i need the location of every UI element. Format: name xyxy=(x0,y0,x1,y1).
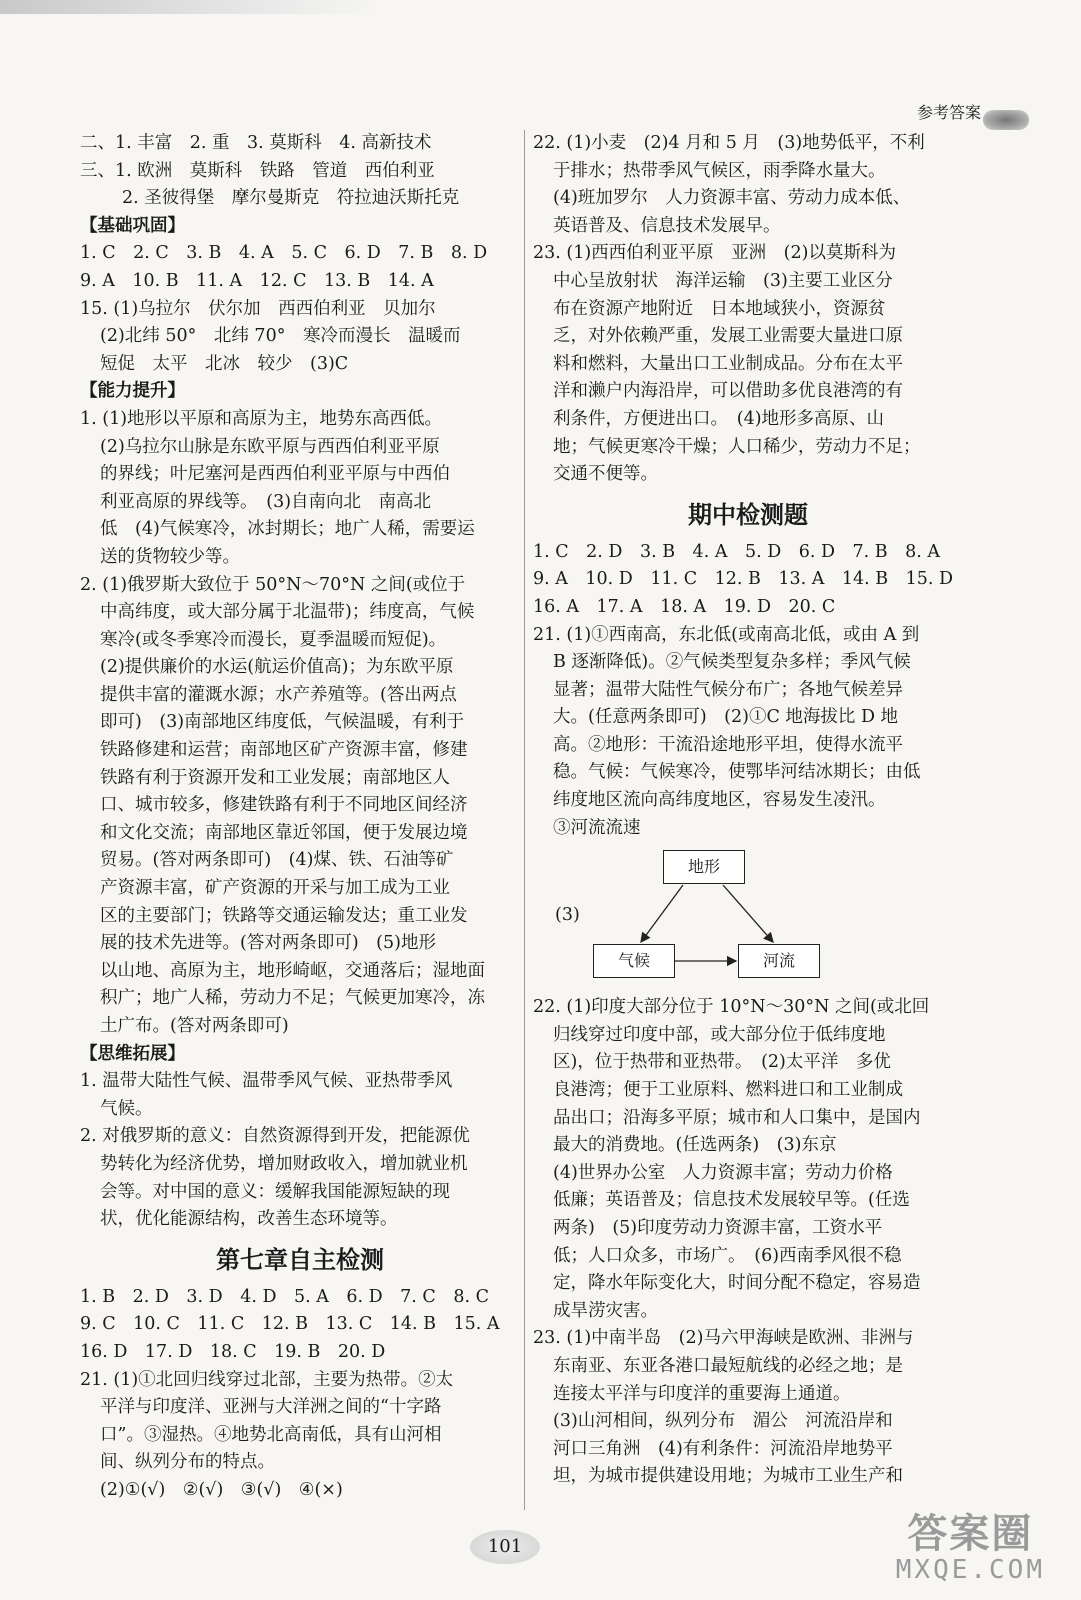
text-line: 15. (1)乌拉尔 伏尔加 西西伯利亚 贝加尔 xyxy=(80,298,436,319)
chapter-title: 第七章自主检测 xyxy=(216,1245,384,1274)
column-divider xyxy=(524,130,525,1510)
text-line: 2. (1)俄罗斯大致位于 50°N～70°N 之间(或位于 xyxy=(80,574,466,595)
text-line: 铁路修建和运营；南部地区矿产资源丰富，修建 xyxy=(100,740,468,761)
section-heading: 【基础巩固】 xyxy=(80,215,185,236)
text-line: 产资源丰富，矿产资源的开采与加工成为工业 xyxy=(100,878,450,899)
diagram-box-climate: 气候 xyxy=(593,944,675,978)
text-line: (2)乌拉尔山脉是东欧平原与西西伯利亚平原 xyxy=(100,436,440,457)
text-line: 21. (1)①北回归线穿过北部，主要为热带。②太 xyxy=(80,1369,454,1390)
relation-diagram xyxy=(533,842,963,994)
page-number: 101 xyxy=(470,1530,540,1564)
text-line: 2. 圣彼得堡 摩尔曼斯克 符拉迪沃斯托克 xyxy=(122,188,460,209)
text-line: 状，优化能源结构，改善生态环境等。 xyxy=(100,1209,398,1230)
text-line: 和文化交流；南部地区靠近邻国，便于发展边境 xyxy=(100,822,468,843)
text-line: 良港湾；便于工业原料、燃料进口和工业制成 xyxy=(553,1080,903,1101)
site-watermark xyxy=(896,1502,1045,1585)
text-line: 坦，为城市提供建设用地；为城市工业生产和 xyxy=(553,1466,903,1487)
text-line: 品出口；沿海多平原；城市和人口集中，是国内 xyxy=(553,1107,921,1128)
right-column xyxy=(533,130,963,1491)
watermark-logo-text: 答案圈 xyxy=(907,1511,1034,1557)
text-line: 1. 温带大陆性气候、温带季风气候、亚热带季风 xyxy=(80,1071,453,1092)
text-line: ③河流流速 xyxy=(553,817,641,838)
text-line: 交通不便等。 xyxy=(553,464,658,485)
text-line: 洋和濑户内海沿岸，可以借助多优良港湾的有 xyxy=(553,381,903,402)
text-line: (2)北纬 50° 北纬 70° 寒冷而漫长 温暖而 xyxy=(100,326,461,347)
text-line: 铁路有利于资源开发和工业发展；南部地区人 xyxy=(100,767,450,788)
text-line: 区的主要部门；铁路等交通运输发达；重工业发 xyxy=(100,905,468,926)
text-line: 低 (4)气候寒冷，冰封期长；地广人稀，需要运 xyxy=(100,519,475,540)
midterm-title: 期中检测题 xyxy=(688,500,808,529)
text-line: 大。(任意两条即可) (2)①C 地海拔比 D 地 xyxy=(553,707,899,728)
text-line: 的界线；叶尼塞河是西西伯利亚平原与中西伯 xyxy=(100,464,450,485)
text-line: 即可) (3)南部地区纬度低，气候温暖，有利于 xyxy=(100,712,465,733)
text-line: 口、城市较多，修建铁路有利于不同地区间经济 xyxy=(100,795,468,816)
diagram-box-river: 河流 xyxy=(738,944,820,978)
text-line: 利条件，方便进出口。 (4)地形多高原、山 xyxy=(553,408,885,429)
text-line: 成旱涝灾害。 xyxy=(553,1300,658,1321)
section-header: 参考答案 xyxy=(916,103,981,122)
text-line: 乏，对外依赖严重，发展工业需要大量进口原 xyxy=(553,326,903,347)
arrow-terrain-to-river xyxy=(723,885,773,942)
chapter-lines xyxy=(80,1284,520,1505)
text-line: (2)提供廉价的水运(航运价值高)；为东欧平原 xyxy=(100,657,454,678)
text-line: 稳。气候：气候寒冷，使鄂毕河结冰期长；由低 xyxy=(553,762,921,783)
text-line: 三、1. 欧洲 莫斯科 铁路 管道 西伯利亚 xyxy=(80,160,435,181)
text-line: 料和燃料，大量出口工业制成品。分布在太平 xyxy=(553,353,903,374)
right-lines-b xyxy=(533,539,963,843)
text-line: 气候。 xyxy=(100,1098,153,1119)
text-line: 2. 对俄罗斯的意义：自然资源得到开发，把能源优 xyxy=(80,1126,470,1147)
text-line: 9. A 10. D 11. C 12. B 13. A 14. B 15. D xyxy=(533,569,954,590)
text-line: 低廉；英语普及；信息技术发展较早等。(任选 xyxy=(553,1190,910,1211)
section-heading: 【思维拓展】 xyxy=(80,1043,185,1064)
text-line: 23. (1)西西伯利亚平原 亚洲 (2)以莫斯科为 xyxy=(533,243,896,264)
text-line: 送的货物较少等。 xyxy=(100,546,240,567)
text-line: 纬度地区流向高纬度地区，容易发生凌汛。 xyxy=(553,790,886,811)
text-line: 显著；温带大陆性气候分布广；各地气候差异 xyxy=(553,679,903,700)
right-lines-c xyxy=(533,994,963,1491)
text-line: 地；气候更寒冷干燥；人口稀少，劳动力不足； xyxy=(553,436,921,457)
text-line: 21. (1)①西南高，东北低(或南高北低，或由 A 到 xyxy=(533,624,920,645)
header-decoration-icon xyxy=(983,110,1029,130)
arrow-terrain-to-climate xyxy=(641,885,683,942)
text-line: 二、1. 丰富 2. 重 3. 莫斯科 4. 高新技术 xyxy=(80,133,432,153)
text-line: 以山地、高原为主，地形崎岖，交通落后；湿地面 xyxy=(100,960,485,981)
text-line: 16. A 17. A 18. A 19. D 20. C xyxy=(533,596,836,617)
scan-edge-shadow xyxy=(0,0,380,14)
watermark-domain: MXQE.COM xyxy=(895,1555,1045,1585)
text-line: 归线穿过印度中部，或大部分位于低纬度地 xyxy=(553,1024,886,1045)
text-line: 英语普及、信息技术发展早。 xyxy=(553,215,781,236)
text-line: 9. A 10. B 11. A 12. C 13. B 14. A xyxy=(80,270,434,291)
diagram-arrows xyxy=(533,842,963,994)
text-line: 1. C 2. D 3. B 4. A 5. D 6. D 7. B 8. A xyxy=(533,541,941,562)
text-line: 积广；地广人稀，劳动力不足；气候更加寒冷，冻 xyxy=(100,988,485,1009)
diagram-box-terrain: 地形 xyxy=(663,850,745,884)
text-line: 1. C 2. C 3. B 4. A 5. C 6. D 7. B 8. D xyxy=(80,243,488,264)
text-line: 利亚高原的界线等。 (3)自南向北 南高北 xyxy=(100,491,432,512)
text-line: 会等。对中国的意义：缓解我国能源短缺的现 xyxy=(100,1181,450,1202)
text-line: 展的技术先进等。(答对两条即可) (5)地形 xyxy=(100,933,436,954)
text-line: 提供丰富的灌溉水源；水产养殖等。(答出两点 xyxy=(100,684,457,705)
text-line: (4)班加罗尔 人力资源丰富、劳动力成本低、 xyxy=(553,188,911,209)
text-line: 定，降水年际变化大，时间分配不稳定，容易造 xyxy=(553,1273,921,1294)
text-line: 1. (1)地形以平原和高原为主，地势东高西低。 xyxy=(80,408,443,429)
text-line: 两条) (5)印度劳动力资源丰富，工资水平 xyxy=(553,1218,883,1238)
diagram-prefix: (3) xyxy=(555,905,580,926)
text-line: 平洋与印度洋、亚洲与大洋洲之间的“十字路 xyxy=(100,1397,442,1418)
text-line: 势转化为经济优势，增加财政收入，增加就业机 xyxy=(100,1153,468,1174)
text-line: 布在资源产地附近 日本地域狭小，资源贫 xyxy=(553,298,886,319)
text-line: 16. D 17. D 18. C 19. B 20. D xyxy=(80,1341,386,1362)
text-line: (3)山河相间，纵列分布 湄公 河流沿岸和 xyxy=(553,1411,893,1432)
left-column xyxy=(80,130,520,1505)
text-line: 区)，位于热带和亚热带。 (2)太平洋 多优 xyxy=(553,1052,891,1073)
left-lines xyxy=(80,130,520,1234)
text-line: 口”。③湿热。④地势北高南低，具有山河相 xyxy=(100,1424,442,1445)
right-lines-a xyxy=(533,130,963,489)
text-line: 贸易。(答对两条即可) (4)煤、铁、石油等矿 xyxy=(100,850,454,871)
text-line: (2)①(√) ②(√) ③(√) ④(×) xyxy=(100,1479,343,1500)
text-line: (4)世界办公室 人力资源丰富；劳动力价格 xyxy=(553,1162,893,1183)
text-line: 最大的消费地。(任选两条) (3)东京 xyxy=(553,1135,837,1156)
text-line: 中心呈放射状 海洋运输 (3)主要工业区分 xyxy=(553,270,893,291)
text-line: 高。②地形：干流沿途地形平坦，使得水流平 xyxy=(553,734,903,755)
text-line: 连接太平洋与印度洋的重要海上通道。 xyxy=(553,1383,851,1404)
text-line: 土广布。(答对两条即可) xyxy=(100,1016,289,1036)
text-line: 间、纵列分布的特点。 xyxy=(100,1452,275,1473)
text-line: 于排水；热带季风气候区，雨季降水量大。 xyxy=(553,160,886,181)
text-line: 23. (1)中南半岛 (2)马六甲海峡是欧洲、非洲与 xyxy=(533,1328,914,1349)
text-line: 9. C 10. C 11. C 12. B 13. C 14. B 15. A xyxy=(80,1314,500,1335)
text-line: 1. B 2. D 3. D 4. D 5. A 6. D 7. C 8. C xyxy=(80,1286,489,1307)
section-heading: 【能力提升】 xyxy=(80,381,185,402)
text-line: B 逐渐降低)。②气候类型复杂多样；季风气候 xyxy=(553,652,911,673)
text-line: 寒冷(或冬季寒冷而漫长，夏季温暖而短促)。 xyxy=(100,629,447,650)
text-line: 东南亚、东亚各港口最短航线的必经之地；是 xyxy=(553,1355,903,1376)
text-line: 22. (1)印度大部分位于 10°N～30°N 之间(或北回 xyxy=(533,997,930,1018)
text-line: 短促 太平 北冰 较少 (3)C xyxy=(100,353,349,374)
text-line: 22. (1)小麦 (2)4 月和 5 月 (3)地势低平，不利 xyxy=(533,133,925,153)
text-line: 河口三角洲 (4)有利条件：河流沿岸地势平 xyxy=(553,1438,893,1459)
text-line: 低；人口众多，市场广。 (6)西南季风很不稳 xyxy=(553,1245,902,1266)
text-line: 中高纬度，或大部分属于北温带)；纬度高，气候 xyxy=(100,602,475,623)
